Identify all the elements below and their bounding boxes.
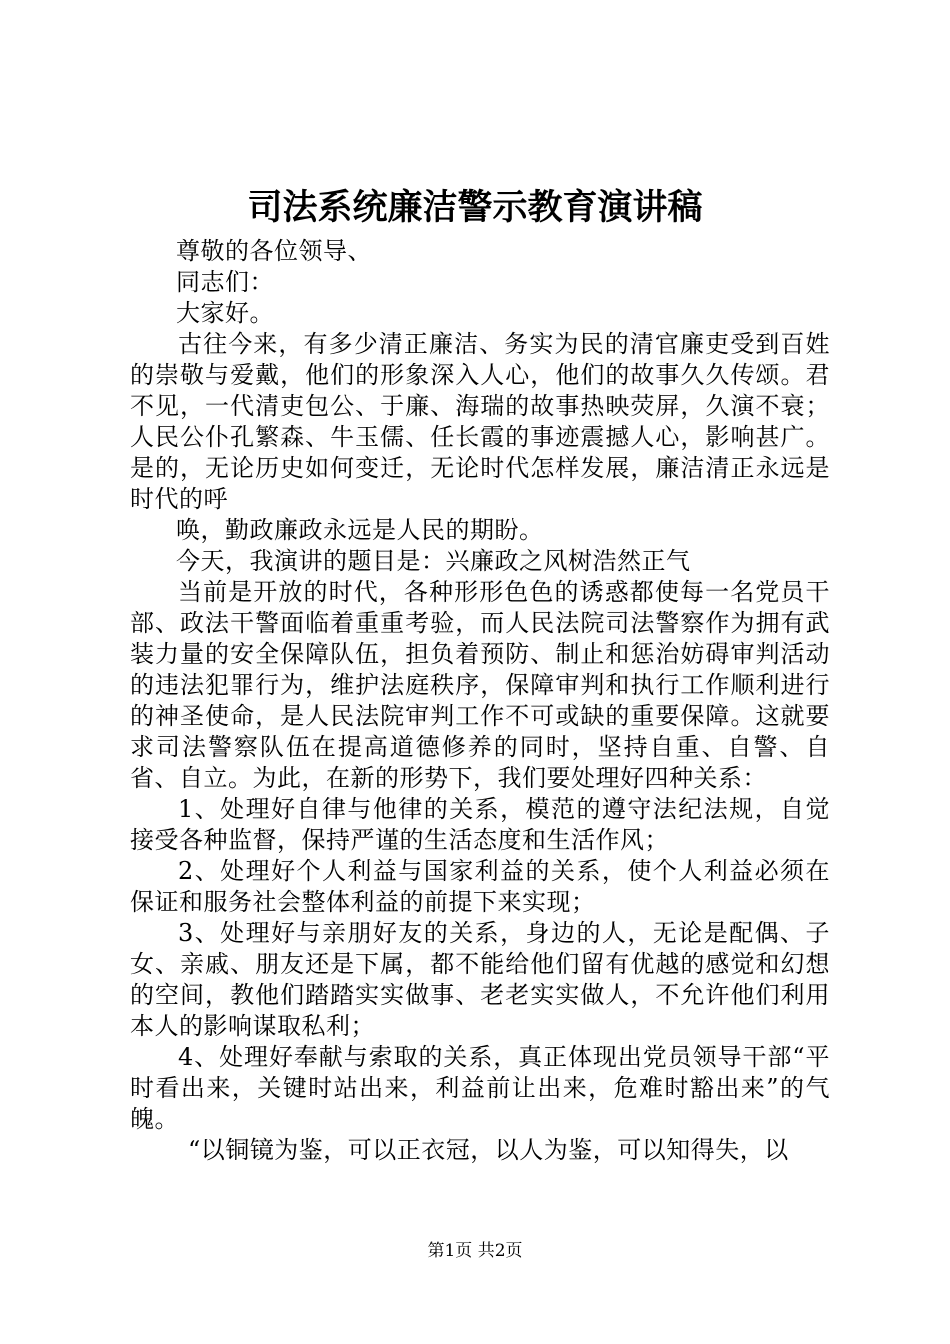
document-title: 司法系统廉洁警示教育演讲稿 [247,187,703,228]
page-number: 第1页 共2页 [427,1241,523,1261]
paragraph-quote: “以铜镜为鉴，可以正衣冠，以人为鉴，可以知得失，以 [188,1136,789,1164]
paragraph-point-2: 2、处理好个人利益与国家利益的关系，使个人利益必须在保证和服务社会整体利益的前提下来实现； [130,857,830,916]
paragraph-intro-continued: 唤，勤政廉政永远是人民的期盼。 [176,516,544,544]
paragraph-greeting: 大家好。 [176,299,274,327]
paragraph-intro: 古往今来，有多少清正廉洁、务实为民的清官廉吏受到百姓的崇敬与爱戴，他们的形象深入人心，他们的故事久久传颂。君不见，一代清吏包公、于廉、海瑞的故事热映荧屏，久演不衰；人民公仆孔繁森、牛玉儒、任长霞的事迹震撼人心，影响甚广。是的，无论历史如何变迁，无论时代怎样发展，廉洁清正永远是时代的呼 [130,330,830,513]
document-body [130,236,830,1166]
paragraph-salutation-2: 同志们： [176,268,274,296]
paragraph-point-4: 4、处理好奉献与索取的关系，真正体现出党员领导干部“平时看出来，关键时站出来，利益前让出来，危难时豁出来”的气魄。 [130,1043,830,1133]
paragraph-context: 当前是开放的时代，各种形形色色的诱惑都使每一名党员干部、政法干警面临着重重考验，而人民法院司法警察作为拥有武装力量的安全保障队伍，担负着预防、制止和惩治妨碍审判活动的违法犯罪行为，维护法庭秩序，保障审判和执行工作顺利进行的神圣使命，是人民法院审判工作不可或缺的重要保障。这就要求司法警察队伍在提高道德修养的同时，坚持自重、自警、自省、自立。为此，在新的形势下，我们要处理好四种关系： [130,578,830,792]
paragraph-salutation-1: 尊敬的各位领导、 [176,237,372,265]
paragraph-point-3: 3、处理好与亲朋好友的关系，身边的人，无论是配偶、子女、亲戚、朋友还是下属，都不能给他们留有优越的感觉和幻想的空间，教他们踏踏实实做事、老老实实做人，不允许他们利用本人的影响谋取私利； [130,919,830,1040]
paragraph-point-1: 1、处理好自律与他律的关系，模范的遵守法纪法规，自觉接受各种监督，保持严谨的生活态度和生活作风； [130,795,830,854]
paragraph-topic: 今天，我演讲的题目是：兴廉政之风树浩然正气 [176,547,691,575]
